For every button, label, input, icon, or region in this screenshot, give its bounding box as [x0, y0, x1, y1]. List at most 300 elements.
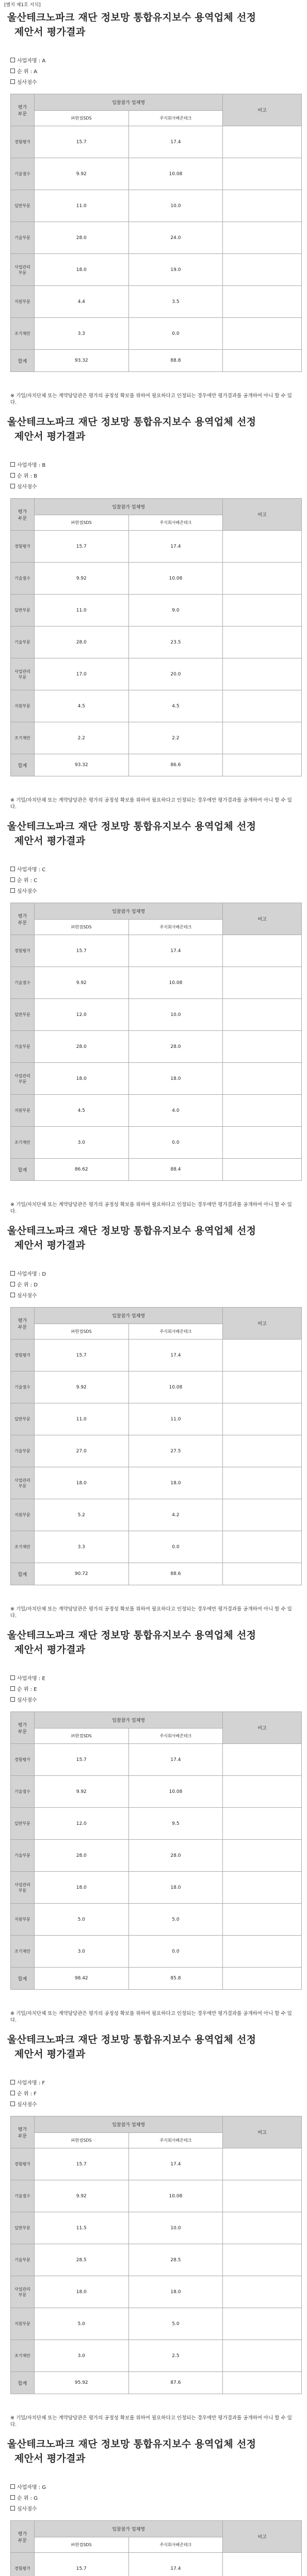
meta-company-value: E — [42, 1676, 45, 1682]
bidder-b-name: 주식회사베존테크 — [128, 111, 223, 126]
meta-rank — [10, 877, 37, 885]
meta-company-label: 사업자명 : — [17, 2485, 41, 2490]
table-row — [11, 935, 302, 967]
bidder-a-name: ㈜한컴SDS — [34, 2537, 128, 2553]
total-note — [223, 1159, 302, 1181]
score-b: 5.0 — [128, 2308, 223, 2340]
row-label: 기술점수 — [11, 158, 35, 190]
bidder-b-name: 주식회사베존테크 — [128, 1324, 223, 1340]
checkbox-icon — [10, 867, 15, 871]
note-cell — [223, 1467, 302, 1499]
meta-eval-date — [10, 888, 37, 895]
total-note — [223, 350, 302, 372]
score-b: 2.2 — [128, 722, 223, 754]
score-a: 11.0 — [34, 595, 128, 626]
note-cell — [223, 1499, 302, 1531]
note-cell — [223, 658, 302, 690]
meta-rank — [10, 2091, 37, 2098]
note-cell — [223, 158, 302, 190]
score-a: 4.4 — [34, 286, 128, 318]
document-title — [0, 2032, 307, 2061]
score-a: 28.0 — [34, 1840, 128, 1872]
meta-rank-label: 순 위 : — [17, 1687, 33, 1692]
score-a: 9.92 — [34, 1776, 128, 1808]
total-a: 93.32 — [34, 350, 128, 372]
note-cell — [223, 999, 302, 1031]
row-label: 기술부문 — [11, 1435, 35, 1467]
row-label: 기술점수 — [11, 2180, 35, 2212]
score-b: 17.4 — [128, 531, 223, 563]
row-label: 기술점수 — [11, 967, 35, 999]
score-b: 24.0 — [128, 222, 223, 254]
footnote: ※ 기밀/자치단체 또는 계약담당관은 평가의 공정성 확보를 위하여 필요하다고 인정되는 경우에만 평가결과를 공개하여 아니 할 수 있다. — [10, 393, 292, 405]
row-label: 지원부문 — [11, 690, 35, 722]
meta-company-label: 사업자명 : — [17, 58, 41, 64]
total-b: 88.8 — [128, 350, 223, 372]
note-cell — [223, 2340, 302, 2372]
column-header-section: 평가 부문 — [11, 94, 35, 126]
score-b: 23.5 — [128, 626, 223, 658]
footnote: ※ 기밀/자치단체 또는 계약담당관은 평가의 공정성 확보를 위하여 필요하다고 인정되는 경우에만 평가결과를 공개하여 아니 할 수 있다. — [10, 1606, 292, 1619]
table-row — [11, 1095, 302, 1127]
score-table — [10, 1307, 302, 1585]
table-row — [11, 1776, 302, 1808]
table-row — [11, 1063, 302, 1095]
column-header-section: 평가 부문 — [11, 1308, 35, 1340]
meta-company-value: F — [42, 2080, 45, 2086]
score-b: 27.5 — [128, 1435, 223, 1467]
note-cell — [223, 1063, 302, 1095]
table-row — [11, 286, 302, 318]
score-b: 17.4 — [128, 1744, 223, 1776]
column-header-bidders: 입찰참가 업체명 — [34, 903, 222, 920]
row-label: 기술점수 — [11, 1371, 35, 1403]
note-cell — [223, 2553, 302, 2576]
column-header-bidders: 입찰참가 업체명 — [34, 1712, 222, 1728]
score-a: 5.2 — [34, 1499, 128, 1531]
meta-eval-date-label: 심사점수 — [17, 80, 37, 86]
total-b: 86.6 — [128, 754, 223, 776]
score-table — [10, 94, 302, 372]
score-table — [10, 903, 302, 1181]
title-line-2: 제안서 평가결과 — [14, 2453, 86, 2464]
title-line-1: 울산테크노파크 재단 정보망 통합유지보수 용역업체 선정 — [7, 1630, 256, 1641]
score-a: 18.0 — [34, 254, 128, 286]
total-note — [223, 1968, 302, 1990]
meta-company — [10, 2484, 46, 2492]
table-row — [11, 1936, 302, 1968]
table-row — [11, 658, 302, 690]
total-a: 95.92 — [34, 2372, 128, 2394]
score-b: 10.08 — [128, 563, 223, 595]
checkbox-icon — [10, 1675, 15, 1680]
row-label: 일반부문 — [11, 999, 35, 1031]
score-b: 20.0 — [128, 658, 223, 690]
score-a: 15.7 — [34, 2148, 128, 2180]
checkbox-icon — [10, 462, 15, 467]
document-title — [0, 819, 307, 848]
score-b: 17.4 — [128, 1340, 223, 1371]
title-line-1: 울산테크노파크 재단 정보망 통합유지보수 용역업체 선정 — [7, 1225, 256, 1236]
meta-rank-label: 순 위 : — [17, 69, 33, 75]
total-label: 합계 — [11, 1159, 35, 1181]
table-row — [11, 1031, 302, 1063]
checkbox-icon — [10, 1271, 15, 1276]
meta-rank-label: 순 위 : — [17, 473, 33, 479]
meta-rank-label: 순 위 : — [17, 2496, 33, 2501]
bidder-b-name: 주식회사베존테크 — [128, 2537, 223, 2553]
table-row — [11, 2308, 302, 2340]
document-title — [0, 1224, 307, 1252]
checkbox-icon — [10, 473, 15, 478]
score-b: 18.0 — [128, 2276, 223, 2308]
score-a: 3.0 — [34, 1936, 128, 1968]
checkbox-icon — [10, 877, 15, 882]
row-label: 조기제안 — [11, 722, 35, 754]
meta-company-value: B — [42, 463, 46, 468]
score-a: 18.0 — [34, 2276, 128, 2308]
title-line-2: 제안서 평가결과 — [14, 26, 86, 38]
bidder-b-name: 주식회사베존테크 — [128, 920, 223, 935]
note-cell — [223, 1095, 302, 1127]
row-label: 경험평가 — [11, 531, 35, 563]
column-header-note: 비고 — [223, 499, 302, 531]
note-cell — [223, 531, 302, 563]
score-b: 28.0 — [128, 1031, 223, 1063]
score-b: 28.0 — [128, 1840, 223, 1872]
column-header-note: 비고 — [223, 1712, 302, 1744]
evaluation-section — [0, 10, 307, 415]
table-row — [11, 690, 302, 722]
table-header-row — [11, 94, 302, 111]
title-line-1: 울산테크노파크 재단 정보망 통합유지보수 용역업체 선정 — [7, 2034, 256, 2045]
total-b: 87.6 — [128, 2372, 223, 2394]
meta-company — [10, 1271, 46, 1278]
meta-company — [10, 462, 45, 469]
column-header-section: 평가 부문 — [11, 499, 35, 531]
table-row — [11, 2212, 302, 2244]
row-label: 경험평가 — [11, 935, 35, 967]
row-label: 경험평가 — [11, 2553, 35, 2576]
meta-company-value: C — [42, 867, 46, 873]
row-label: 일반부문 — [11, 190, 35, 222]
row-label: 조기제안 — [11, 1127, 35, 1159]
meta-company-value: A — [42, 58, 46, 64]
score-b: 9.5 — [128, 1808, 223, 1840]
column-header-note: 비고 — [223, 2116, 302, 2148]
table-row — [11, 999, 302, 1031]
note-cell — [223, 1371, 302, 1403]
checkbox-icon — [10, 2484, 15, 2489]
score-b: 11.0 — [128, 1403, 223, 1435]
column-header-bidders: 입찰참가 업체명 — [34, 2521, 222, 2537]
meta-company-label: 사업자명 : — [17, 463, 41, 468]
row-label: 기술점수 — [11, 1776, 35, 1808]
meta-eval-date-label: 심사점수 — [17, 1698, 37, 1703]
bidder-a-name: ㈜한컴SDS — [34, 1324, 128, 1340]
meta-rank — [10, 69, 37, 76]
score-a: 4.5 — [34, 690, 128, 722]
score-a: 5.0 — [34, 2308, 128, 2340]
column-header-section: 평가 부문 — [11, 1712, 35, 1744]
table-row — [11, 1467, 302, 1499]
score-a: 15.7 — [34, 126, 128, 158]
meta-rank — [10, 473, 37, 480]
checkbox-icon — [10, 888, 15, 893]
note-cell — [223, 222, 302, 254]
row-label: 기술부문 — [11, 1840, 35, 1872]
note-cell — [223, 1435, 302, 1467]
total-note — [223, 754, 302, 776]
score-b: 4.0 — [128, 1095, 223, 1127]
bidder-b-name: 주식회사베존테크 — [128, 2133, 223, 2148]
column-header-section: 평가 부문 — [11, 2116, 35, 2148]
score-a: 15.7 — [34, 1744, 128, 1776]
evaluation-section — [0, 415, 307, 819]
table-row — [11, 254, 302, 286]
checkbox-icon — [10, 2506, 15, 2511]
score-b: 10.08 — [128, 1371, 223, 1403]
checkbox-icon — [10, 79, 15, 84]
bidder-a-name: ㈜한컴SDS — [34, 111, 128, 126]
title-line-2: 제안서 평가결과 — [14, 1240, 86, 1251]
column-header-note: 비고 — [223, 1308, 302, 1340]
score-b: 17.4 — [128, 2553, 223, 2576]
table-row — [11, 1872, 302, 1904]
row-label: 경험평가 — [11, 1744, 35, 1776]
row-label: 기술부문 — [11, 1031, 35, 1063]
checkbox-icon — [10, 2080, 15, 2084]
row-label: 조기제안 — [11, 1531, 35, 1563]
title-line-2: 제안서 평가결과 — [14, 2048, 86, 2060]
row-label: 기술부문 — [11, 2244, 35, 2276]
score-b: 0.0 — [128, 1531, 223, 1563]
footnote: ※ 기밀/자치단체 또는 계약담당관은 평가의 공정성 확보를 위하여 필요하다고 인정되는 경우에만 평가결과를 공개하여 아니 할 수 있다. — [10, 1202, 292, 1214]
checkbox-icon — [10, 1697, 15, 1702]
table-row — [11, 2553, 302, 2576]
score-b: 0.0 — [128, 1936, 223, 1968]
document-title — [0, 1628, 307, 1657]
total-row — [11, 350, 302, 372]
row-label: 경험평가 — [11, 126, 35, 158]
score-b: 17.4 — [128, 2148, 223, 2180]
title-line-1: 울산테크노파크 재단 정보망 통합유지보수 용역업체 선정 — [7, 12, 256, 23]
score-a: 4.5 — [34, 1095, 128, 1127]
score-a: 18.0 — [34, 1872, 128, 1904]
note-cell — [223, 967, 302, 999]
score-b: 10.08 — [128, 158, 223, 190]
table-row — [11, 563, 302, 595]
document-title — [0, 415, 307, 444]
table-row — [11, 1127, 302, 1159]
title-line-1: 울산테크노파크 재단 정보망 통합유지보수 용역업체 선정 — [7, 821, 256, 832]
total-label: 합계 — [11, 350, 35, 372]
score-a: 12.0 — [34, 999, 128, 1031]
score-b: 0.0 — [128, 318, 223, 350]
row-label: 사업관리 부문 — [11, 2276, 35, 2308]
meta-eval-date — [10, 2102, 37, 2109]
total-label: 합계 — [11, 1563, 35, 1585]
score-a: 3.0 — [34, 1127, 128, 1159]
score-a: 28.0 — [34, 1031, 128, 1063]
total-a: 86.62 — [34, 1159, 128, 1181]
score-b: 9.0 — [128, 595, 223, 626]
score-a: 11.0 — [34, 1403, 128, 1435]
table-row — [11, 722, 302, 754]
checkbox-icon — [10, 1282, 15, 1286]
row-label: 조기제안 — [11, 1936, 35, 1968]
table-header-row — [11, 2521, 302, 2537]
row-label: 경험평가 — [11, 1340, 35, 1371]
total-row — [11, 2372, 302, 2394]
column-header-bidders: 입찰참가 업체명 — [34, 94, 222, 111]
score-a: 9.92 — [34, 158, 128, 190]
note-cell — [223, 722, 302, 754]
score-b: 10.0 — [128, 190, 223, 222]
score-a: 5.0 — [34, 1904, 128, 1936]
meta-eval-date-label: 심사점수 — [17, 889, 37, 894]
total-note — [223, 1563, 302, 1585]
row-label: 사업관리 부문 — [11, 1063, 35, 1095]
meta-company-label: 사업자명 : — [17, 867, 41, 873]
score-b: 19.0 — [128, 254, 223, 286]
table-row — [11, 1808, 302, 1840]
score-a: 9.92 — [34, 967, 128, 999]
note-cell — [223, 126, 302, 158]
meta-company — [10, 2080, 45, 2087]
score-a: 17.0 — [34, 658, 128, 690]
note-cell — [223, 1904, 302, 1936]
checkbox-icon — [10, 2102, 15, 2106]
score-b: 17.4 — [128, 126, 223, 158]
evaluation-section — [0, 1628, 307, 2032]
total-label: 합계 — [11, 1968, 35, 1990]
row-label: 일반부문 — [11, 1403, 35, 1435]
column-header-bidders: 입찰참가 업체명 — [34, 1308, 222, 1324]
checkbox-icon — [10, 484, 15, 488]
row-label: 일반부문 — [11, 1808, 35, 1840]
meta-eval-date — [10, 79, 37, 87]
total-row — [11, 754, 302, 776]
row-label: 지원부문 — [11, 1095, 35, 1127]
evaluation-section — [0, 1224, 307, 1628]
row-label: 지원부문 — [11, 286, 35, 318]
bidder-a-name: ㈜한컴SDS — [34, 920, 128, 935]
total-label: 합계 — [11, 2372, 35, 2394]
score-b: 4.5 — [128, 690, 223, 722]
score-b: 10.08 — [128, 2180, 223, 2212]
total-row — [11, 1159, 302, 1181]
meta-eval-date — [10, 484, 37, 491]
table-row — [11, 2180, 302, 2212]
note-cell — [223, 1531, 302, 1563]
note-cell — [223, 1936, 302, 1968]
evaluation-section — [0, 2032, 307, 2437]
footnote: ※ 기밀/자치단체 또는 계약담당관은 평가의 공정성 확보를 위하여 필요하다고 인정되는 경우에만 평가결과를 공개하여 아니 할 수 있다. — [10, 2011, 292, 2023]
table-row — [11, 1531, 302, 1563]
total-a: 93.32 — [34, 754, 128, 776]
footnote: ※ 기밀/자치단체 또는 계약담당관은 평가의 공정성 확보를 위하여 필요하다고 인정되는 경우에만 평가결과를 공개하여 아니 할 수 있다. — [10, 798, 292, 810]
table-row — [11, 1840, 302, 1872]
table-header-row — [11, 499, 302, 515]
score-b: 28.5 — [128, 2244, 223, 2276]
row-label: 일반부문 — [11, 595, 35, 626]
table-header-row — [11, 1712, 302, 1728]
evaluation-section — [0, 2437, 307, 2576]
table-row — [11, 1403, 302, 1435]
score-b: 18.0 — [128, 1063, 223, 1095]
table-row — [11, 318, 302, 350]
column-header-bidders: 입찰참가 업체명 — [34, 2116, 222, 2133]
meta-eval-date-label: 심사점수 — [17, 2506, 37, 2512]
score-a: 9.92 — [34, 563, 128, 595]
note-cell — [223, 2212, 302, 2244]
score-b: 10.08 — [128, 1776, 223, 1808]
total-b: 85.8 — [128, 1968, 223, 1990]
score-a: 12.0 — [34, 1808, 128, 1840]
total-label: 합계 — [11, 754, 35, 776]
table-row — [11, 2340, 302, 2372]
note-cell — [223, 563, 302, 595]
meta-company-label: 사업자명 : — [17, 1676, 41, 1682]
meta-rank — [10, 1282, 38, 1289]
meta-rank-value: A — [34, 69, 38, 75]
table-row — [11, 158, 302, 190]
score-table — [10, 2520, 302, 2576]
score-a: 15.7 — [34, 935, 128, 967]
score-a: 28.0 — [34, 626, 128, 658]
score-a: 2.2 — [34, 722, 128, 754]
note-cell — [223, 1127, 302, 1159]
checkbox-icon — [10, 1686, 15, 1691]
score-b: 2.5 — [128, 2340, 223, 2372]
score-b: 10.0 — [128, 999, 223, 1031]
score-table — [10, 1711, 302, 1990]
meta-eval-date-label: 심사점수 — [17, 2102, 37, 2108]
column-header-bidders: 입찰참가 업체명 — [34, 499, 222, 515]
note-cell — [223, 935, 302, 967]
score-a: 27.0 — [34, 1435, 128, 1467]
bidder-b-name: 주식회사베존테크 — [128, 1728, 223, 1744]
meta-company-label: 사업자명 : — [17, 1272, 41, 1277]
row-label: 지원부문 — [11, 1499, 35, 1531]
note-cell — [223, 2180, 302, 2212]
note-cell — [223, 1776, 302, 1808]
table-row — [11, 126, 302, 158]
meta-rank-label: 순 위 : — [17, 2091, 33, 2097]
column-header-section: 평가 부문 — [11, 2521, 35, 2553]
score-a: 28.0 — [34, 222, 128, 254]
table-row — [11, 2148, 302, 2180]
meta-rank — [10, 2495, 38, 2502]
row-label: 사업관리 부문 — [11, 658, 35, 690]
title-line-1: 울산테크노파크 재단 정보망 통합유지보수 용역업체 선정 — [7, 2438, 256, 2450]
table-row — [11, 2244, 302, 2276]
title-line-2: 제안서 평가결과 — [14, 1644, 86, 1655]
document-title — [0, 2437, 307, 2466]
column-header-section: 평가 부문 — [11, 903, 35, 935]
meta-rank-value: D — [34, 1282, 38, 1288]
bidder-b-name: 주식회사베존테크 — [128, 515, 223, 531]
score-a: 18.0 — [34, 1467, 128, 1499]
checkbox-icon — [10, 69, 15, 73]
bidder-a-name: ㈜한컴SDS — [34, 515, 128, 531]
score-b: 3.5 — [128, 286, 223, 318]
score-a: 9.92 — [34, 1371, 128, 1403]
score-table — [10, 2116, 302, 2394]
meta-rank-value: B — [34, 473, 38, 479]
score-b: 10.0 — [128, 2212, 223, 2244]
